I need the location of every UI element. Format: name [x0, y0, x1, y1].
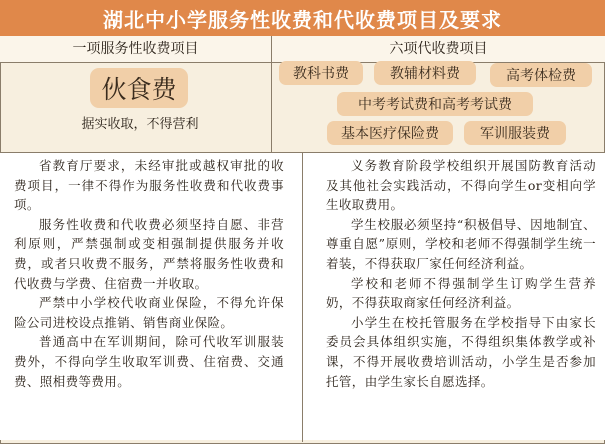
left-paragraph: 普通高中在军训期间，除可代收军训服装费外，不得向学生收取军训费、住宿费、交通费、照相费等费用。: [14, 334, 284, 389]
right-paragraph: 学生校服必须坚持“积极倡导、因地制宜、尊重自愿”原则，学校和老师不得强制学生统一着装，不得获取厂家任何经济利益。: [326, 216, 596, 271]
left-paragraph: 严禁中小学校代收商业保险，不得允许保险公司进校设点推销、销售商业保险。: [14, 295, 284, 330]
top-column-divider: [271, 36, 272, 152]
agency-fee-item: 基本医疗保险费: [327, 121, 453, 145]
service-fee-note: 据实收取，不得营利: [81, 117, 199, 132]
left-paragraph: 服务性收费和代收费必须坚持自愿、非营利原则，严禁强制或变相强制提供服务并收费，或者只收费不服务，严禁将服务性收费和代收费与学费、住宿费一并收取。: [14, 216, 284, 291]
right-paragraph: 小学生在校托管服务在学校指导下由家长委员会具体组织实施，不得组织集体教学或补课，不得开展收费培训活动，小学生是否参加托管，由学生家长自愿选择。: [326, 314, 596, 389]
right-text-panel: [303, 152, 605, 440]
agency-fee-item: 高考体检费: [490, 63, 592, 87]
left-paragraph: 省教育厅要求，未经审批或越权审批的收费项目，一律不得作为服务性收费和代收费事项。: [14, 158, 284, 213]
agency-fee-item: 军训服装费: [464, 121, 566, 145]
right-paragraph: 义务教育阶段学校组织开展国防教育活动及其他社会实践活动，不得向学生or变相向学生收取费用。: [326, 158, 596, 213]
left-column-header: 一项服务性收费项目: [72, 41, 199, 57]
column-headers: [0, 36, 605, 63]
right-column-header: 六项代收费项目: [389, 41, 488, 57]
left-text-panel: [0, 152, 302, 440]
service-fee-item: 伙食费: [90, 68, 188, 108]
agency-fee-item: 中考考试费和高考考试费: [337, 92, 533, 116]
right-paragraph: 学校和老师不得强制学生订购学生营养奶，不得获取商家任何经济利益。: [326, 275, 596, 311]
agency-fee-item: 教辅材料费: [374, 61, 476, 85]
agency-fee-item: 教科书费: [279, 61, 363, 85]
poster-title: 湖北中小学服务性收费和代收费项目及要求: [0, 0, 605, 36]
